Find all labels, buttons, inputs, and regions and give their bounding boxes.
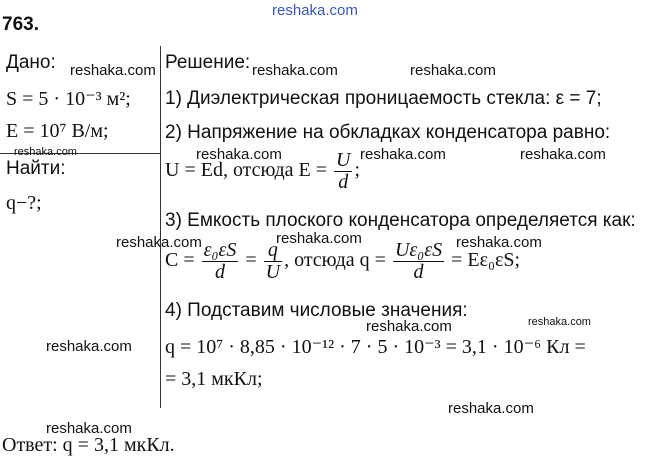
problem-number: 763. — [2, 14, 39, 35]
fraction-u-over-d — [334, 150, 352, 193]
step4-line2: = 3,1 мкКл; — [165, 368, 263, 390]
answer: Ответ: q = 3,1 мкКл. — [2, 434, 175, 456]
fraction-denominator: d — [413, 261, 424, 283]
fraction-denominator: d — [338, 171, 349, 193]
vertical-divider — [160, 46, 161, 408]
fraction-capacitance — [202, 240, 239, 283]
watermark: reshaka.com — [456, 234, 542, 251]
watermark: reshaka.com — [520, 146, 606, 163]
fraction-denominator: U — [265, 261, 281, 283]
watermark: reshaka.com — [70, 62, 156, 79]
find-header: Найти: — [6, 158, 66, 179]
watermark: reshaka.com — [196, 146, 282, 163]
watermark: reshaka.com — [116, 234, 202, 251]
watermark: reshaka.com — [528, 316, 591, 328]
fraction-numerator: q — [264, 240, 282, 262]
watermark: reshaka.com — [252, 62, 338, 79]
step2-prefix: U = Ed, отсюда E = — [165, 159, 328, 182]
site-watermark-top: reshaka.com — [272, 2, 358, 19]
watermark: reshaka.com — [14, 146, 77, 158]
watermark: reshaka.com — [46, 420, 132, 437]
step3-title: 3) Емкость плоского конденсатора определяется как: — [165, 210, 636, 231]
solution-header: Решение: — [165, 52, 251, 73]
find-line: q−?; — [6, 192, 42, 214]
watermark: reshaka.com — [276, 230, 362, 247]
watermark: reshaka.com — [46, 338, 132, 355]
step3-end: = Eε₀εS; — [451, 249, 521, 272]
watermark: reshaka.com — [360, 146, 446, 163]
given-header: Дано: — [6, 52, 56, 73]
fraction-numerator: Uε₀εS — [394, 239, 443, 261]
step3-mid: , отсюда q = — [284, 249, 386, 272]
watermark: reshaka.com — [448, 400, 534, 417]
step2-title: 2) Напряжение на обкладках конденсатора равно: — [165, 122, 611, 143]
fraction-numerator: U — [336, 149, 351, 171]
step4-title: 4) Подставим числовые значения: — [165, 300, 468, 321]
step4-line1: q = 10⁷ · 8,85 · 10⁻¹² · 7 · 5 · 10⁻³ = 3,1 · 10⁻⁶ Кл = — [165, 336, 586, 358]
step1: 1) Диэлектрическая проницаемость стекла: ε = 7; — [165, 88, 602, 109]
given-area: S = 5 · 10⁻³ м²; — [6, 88, 131, 110]
given-field: E = 10⁷ В/м; — [6, 120, 109, 142]
fraction-numerator: ε₀εS — [203, 239, 237, 261]
fraction-denominator: d — [214, 261, 225, 283]
step2-suffix: ; — [354, 159, 361, 182]
watermark: reshaka.com — [410, 62, 496, 79]
watermark: reshaka.com — [366, 318, 452, 335]
step3-c: C = — [165, 249, 195, 272]
fraction-charge — [393, 240, 444, 283]
step3-eq: = — [245, 249, 257, 272]
